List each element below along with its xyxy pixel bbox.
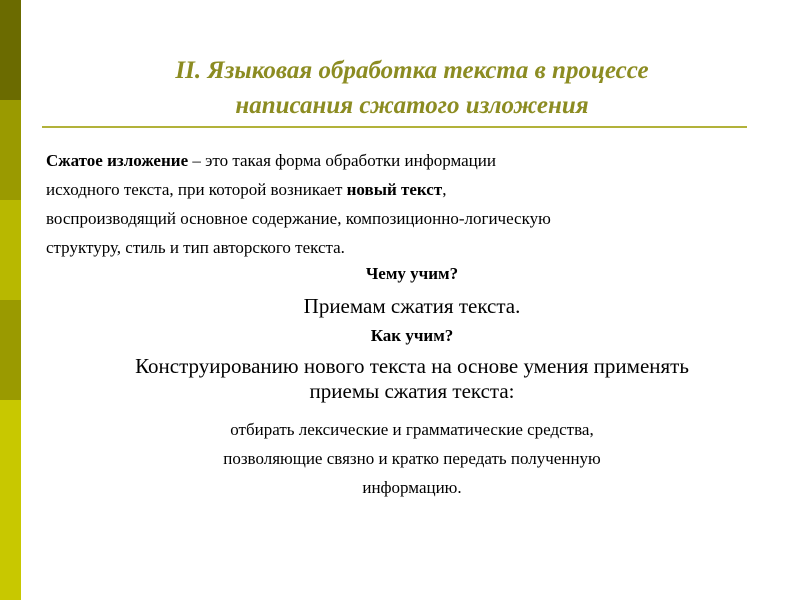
question-how: Как учим? [370,326,454,345]
sidebar-segment [0,100,21,200]
sidebar-segment [0,200,21,300]
question-what: Чему учим? [365,264,459,283]
definition-text: , [442,180,447,199]
answer-how-line-2: приемы сжатия текста: [309,379,515,403]
title-line-1: II. Языковая обработка текста в процессе [175,57,649,84]
sidebar-segment [0,300,21,400]
answer-how-line-1: Конструированию нового текста на основе умения применять [135,354,689,378]
title-divider [42,126,747,128]
definition-paragraph [46,146,786,262]
definition-line-4: структуру, стиль и тип авторского текста. [46,238,345,257]
sidebar-segment [0,400,21,600]
term-bold: Сжатое изложение [46,151,189,170]
definition-line-3: воспроизводящий основное содержание, композиционно-логическую [46,209,551,228]
slide-title [40,53,784,123]
sidebar-decoration [0,0,21,600]
answer-how [40,354,784,404]
answer-what: Приемам сжатия текста. [303,294,521,318]
details-line-1: отбирать лексические и грамматические средства, [230,420,594,439]
definition-line-2 [46,175,786,204]
new-text-bold: новый текст [346,180,443,199]
details-line-2: позволяющие связно и кратко передать полученную [223,449,601,468]
definition-text: – это такая форма обработки информации [188,151,496,170]
details-text [40,415,784,502]
sidebar-segment [0,0,21,100]
details-line-3: информацию. [362,478,462,497]
definition-text: исходного текста, при которой возникает [46,180,347,199]
title-line-2: написания сжатого изложения [235,92,589,119]
definition-line-1 [46,146,786,175]
